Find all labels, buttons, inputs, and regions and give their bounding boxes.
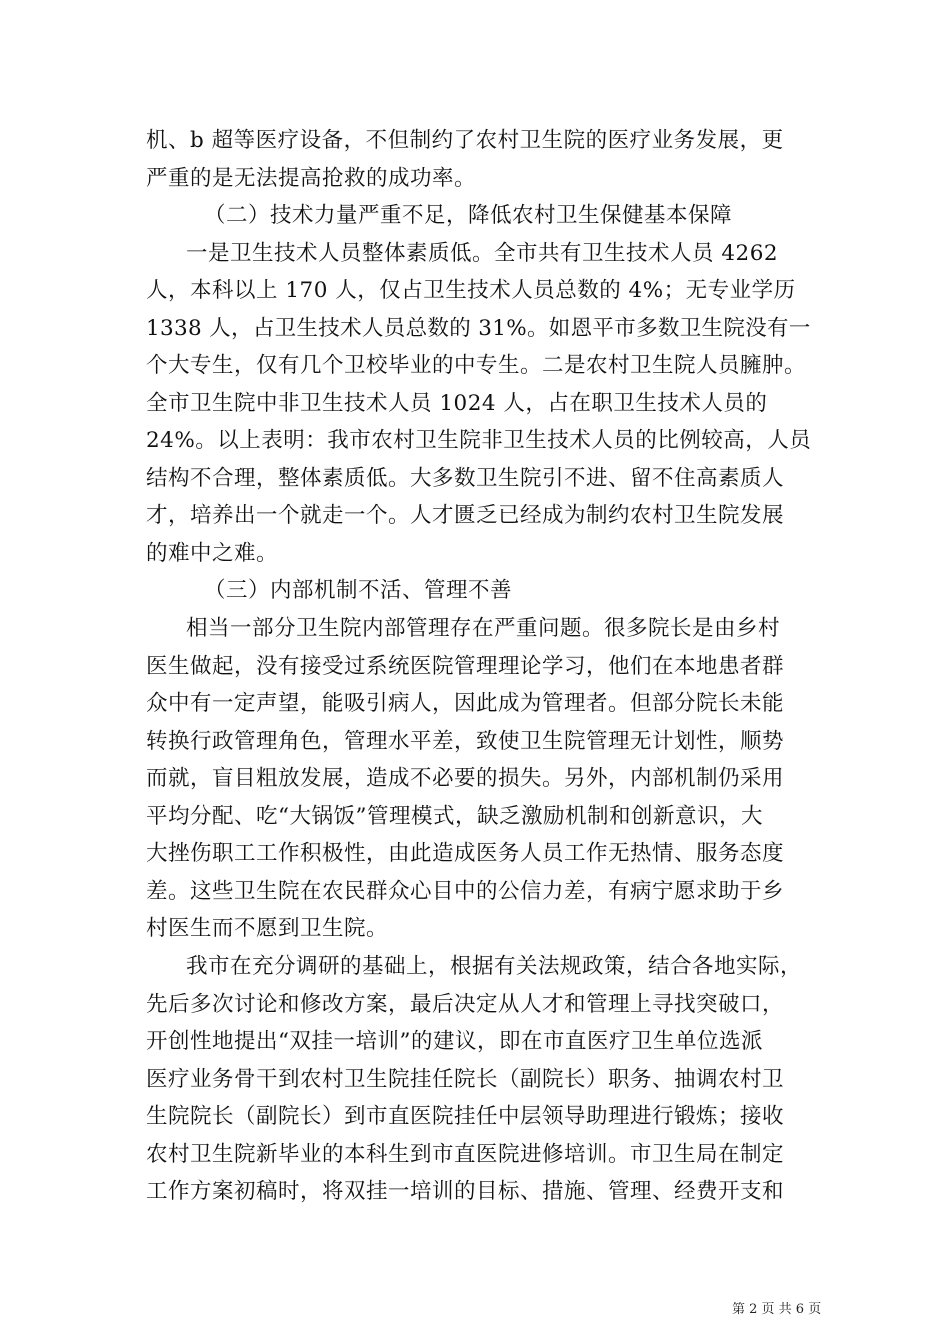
text-line: 1338 人，占卫生技术人员总数的 31%。如恩平市多数卫生院没有一: [146, 316, 811, 341]
text-line: 的难中之难。: [146, 541, 279, 566]
text-line: 众中有一定声望，能吸引病人，因此成为管理者。但部分院长未能: [146, 691, 785, 716]
text-line: 大挫伤职工工作积极性，由此造成医务人员工作无热情、服务态度: [146, 841, 785, 866]
text-line: 差。这些卫生院在农民群众心目中的公信力差，有病宁愿求助于乡: [146, 879, 785, 904]
text-line: 机、b 超等医疗设备，不但制约了农村卫生院的医疗业务发展，更: [146, 128, 784, 153]
text-line: 生院院长（副院长）到市直医院挂任中层领导助理进行锻炼；接收: [146, 1104, 785, 1129]
text-line: 24%。以上表明：我市农村卫生院非卫生技术人员的比例较高，人员: [146, 428, 812, 453]
page-number: 第 2 页 共 6 页: [732, 1302, 822, 1317]
text-line: 转换行政管理角色，管理水平差，致使卫生院管理无计划性，顺势: [146, 729, 785, 754]
text-line: 相当一部分卫生院内部管理存在严重问题。很多院长是由乡村: [186, 616, 781, 641]
text-line: 开创性地提出“双挂一培训”的建议，即在市直医疗卫生单位选派: [146, 1029, 763, 1054]
text-line: 全市卫生院中非卫生技术人员 1024 人，占在职卫生技术人员的: [146, 391, 768, 416]
text-line: 个大专生，仅有几个卫校毕业的中专生。二是农村卫生院人员臃肿。: [146, 353, 807, 378]
text-line: 平均分配、吃“大锅饭”管理模式，缺乏激励机制和创新意识，大: [146, 804, 763, 829]
text-line: 先后多次讨论和修改方案，最后决定从人才和管理上寻找突破口，: [146, 992, 785, 1017]
text-line: 而就，盲目粗放发展，造成不必要的损失。另外，内部机制仍采用: [146, 766, 785, 791]
text-line: 工作方案初稿时，将双挂一培训的目标、措施、管理、经费开支和: [146, 1179, 785, 1204]
text-line: 才，培养出一个就走一个。人才匮乏已经成为制约农村卫生院发展: [146, 503, 785, 528]
text-line: 我市在充分调研的基础上，根据有关法规政策，结合各地实际，: [186, 954, 803, 979]
text-line: 一是卫生技术人员整体素质低。全市共有卫生技术人员 4262: [186, 241, 779, 266]
section-heading-3: （三）内部机制不活、管理不善: [204, 578, 513, 603]
section-heading-2: （二）技术力量严重不足，降低农村卫生保健基本保障: [204, 203, 733, 228]
text-line: 农村卫生院新毕业的本科生到市直医院进修培训。市卫生局在制定: [146, 1142, 785, 1167]
text-line: 结构不合理，整体素质低。大多数卫生院引不进、留不住高素质人: [146, 466, 785, 491]
text-line: 医疗业务骨干到农村卫生院挂任院长（副院长）职务、抽调农村卫: [146, 1067, 785, 1092]
text-line: 村医生而不愿到卫生院。: [146, 916, 389, 941]
text-line: 人，本科以上 170 人，仅占卫生技术人员总数的 4%；无专业学历: [146, 278, 796, 303]
text-line: 严重的是无法提高抢救的成功率。: [146, 166, 477, 191]
text-line: 医生做起，没有接受过系统医院管理理论学习，他们在本地患者群: [146, 654, 785, 679]
